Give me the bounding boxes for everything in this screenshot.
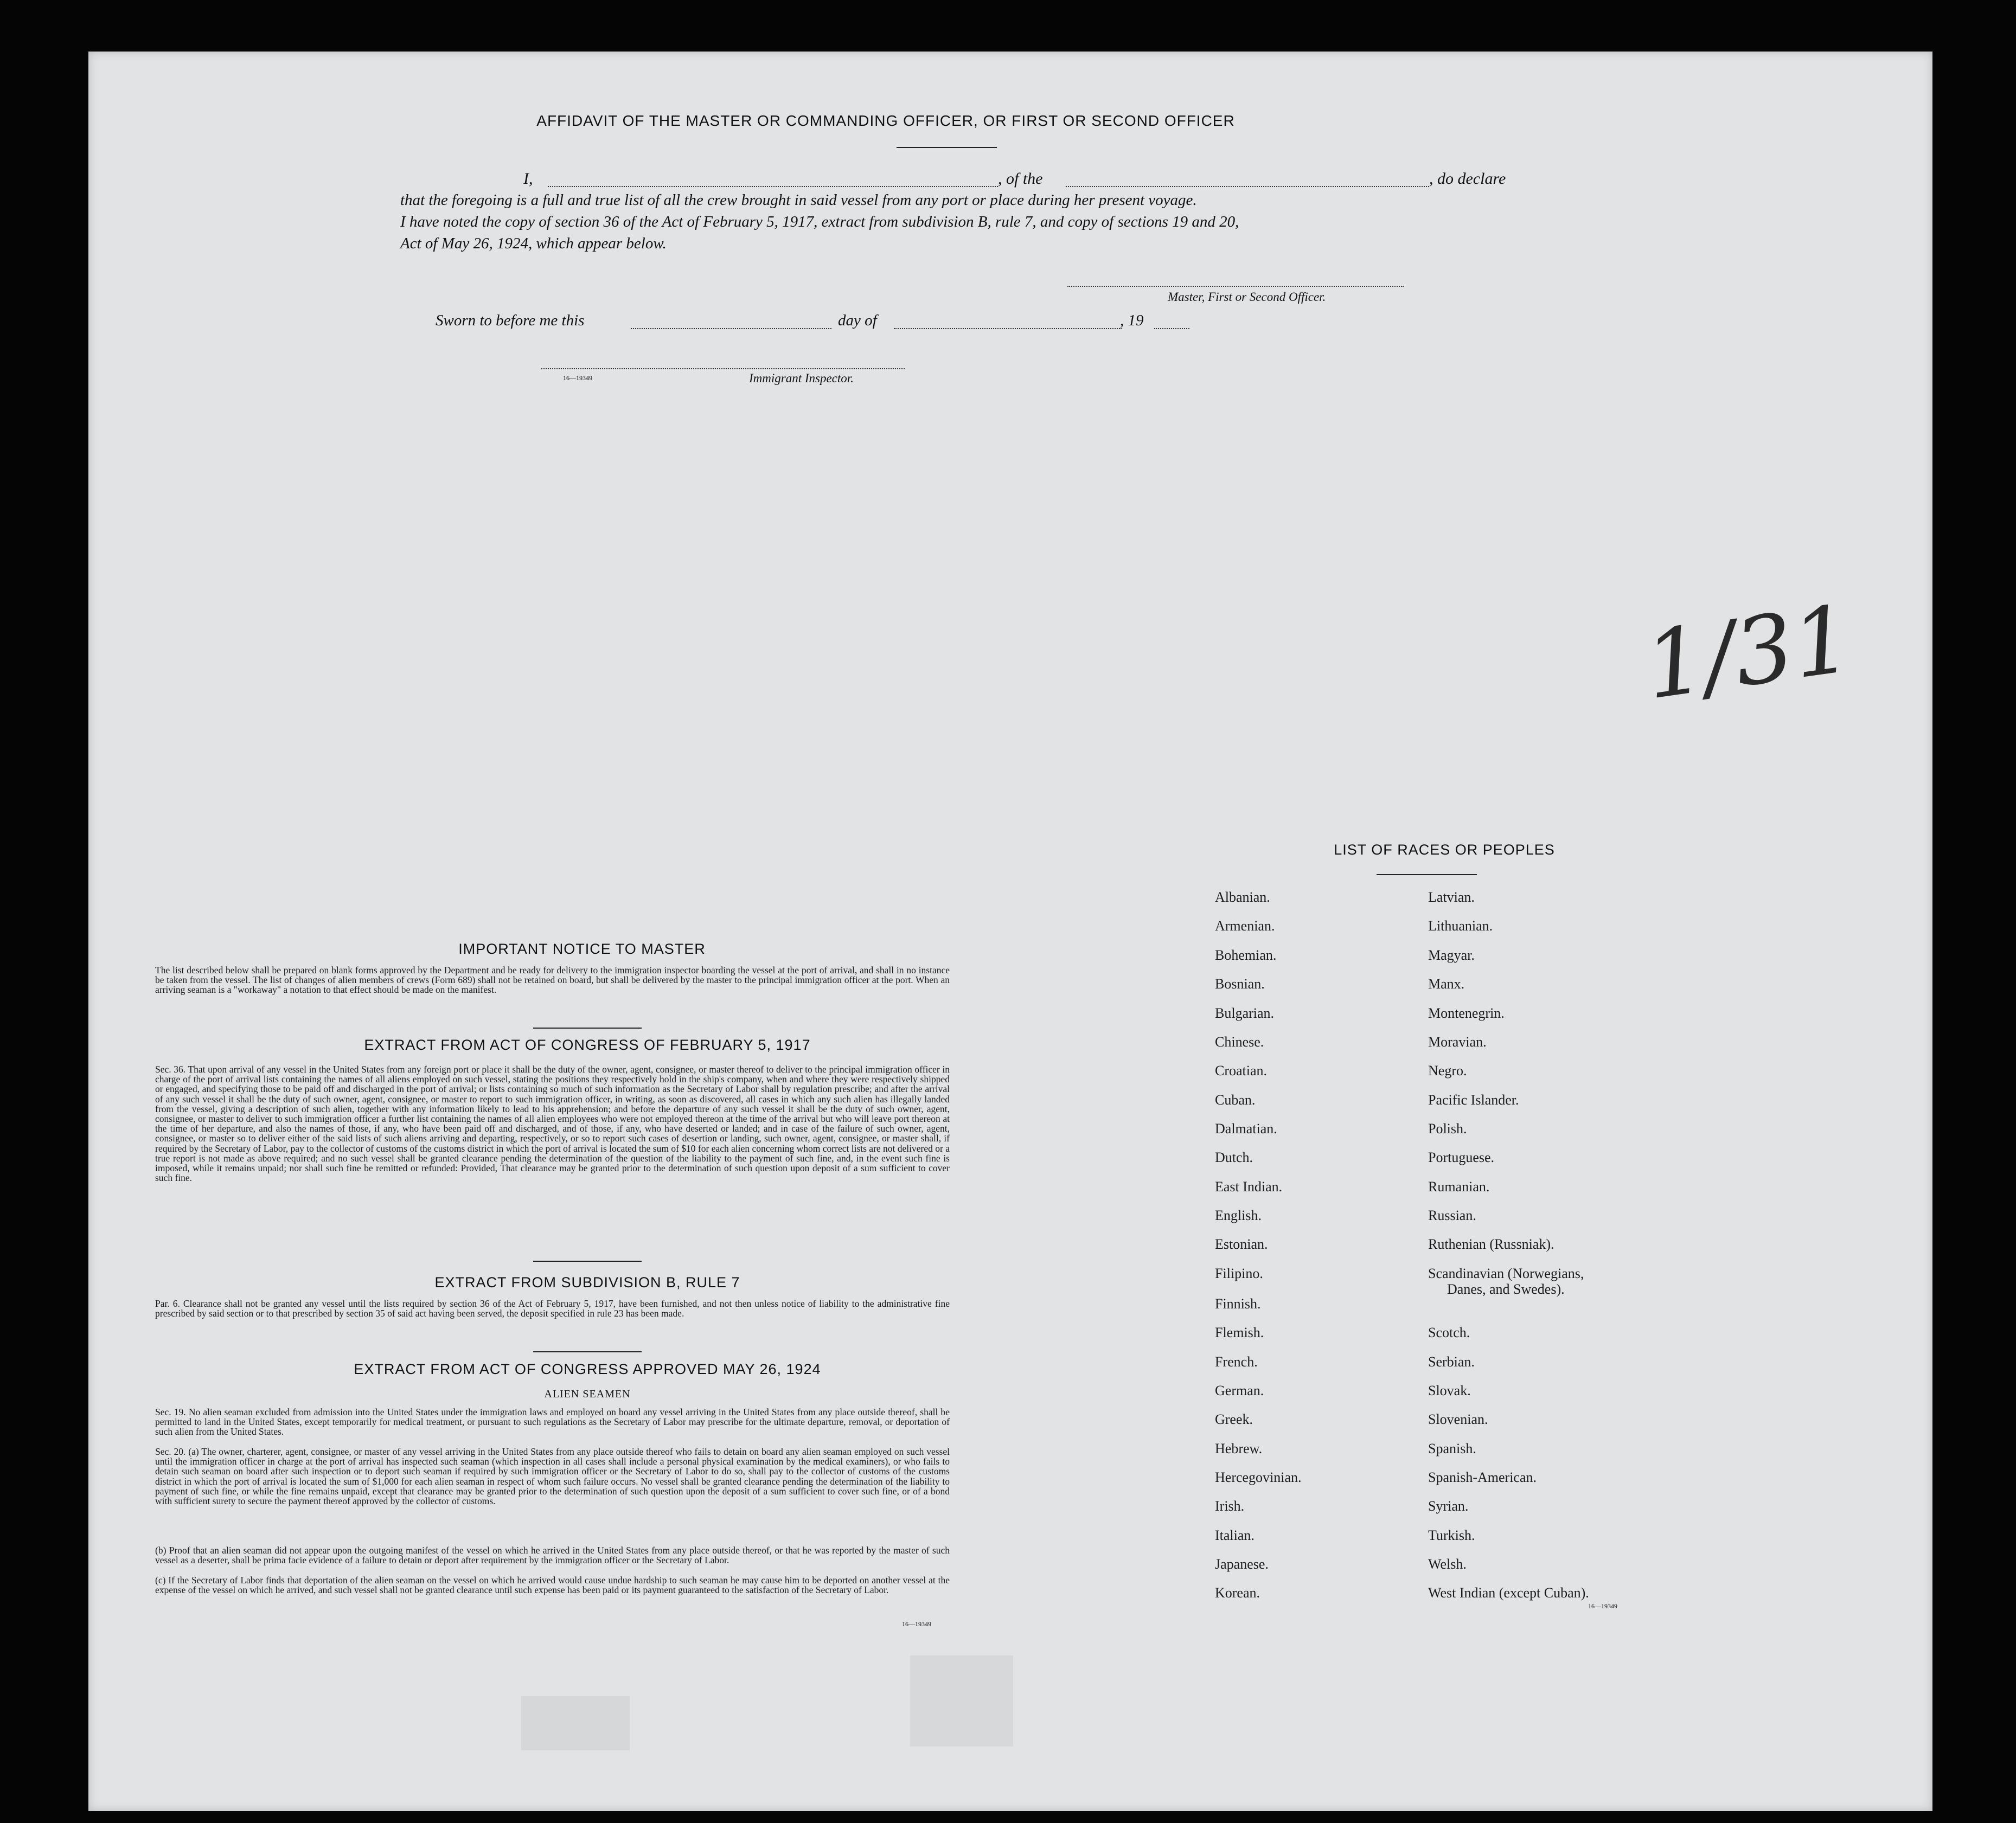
subdivision-rule (533, 1351, 642, 1352)
race-item: Irish. (1215, 1498, 1245, 1514)
race-item: Dalmatian. (1215, 1121, 1277, 1137)
race-item: Spanish. (1428, 1441, 1476, 1456)
race-item: Greek. (1215, 1411, 1253, 1427)
race-item: Danes, and Swedes). (1447, 1281, 1565, 1297)
extract-1924-title: EXTRACT FROM ACT OF CONGRESS APPROVED MAY 26, 1924 (354, 1361, 821, 1377)
race-item: Filipino. (1215, 1266, 1263, 1281)
race-item: Scotch. (1428, 1325, 1470, 1340)
race-item: East Indian. (1215, 1179, 1283, 1195)
race-item: Welsh. (1428, 1556, 1467, 1572)
sworn-month-blank (894, 328, 1122, 329)
race-item: Flemish. (1215, 1325, 1264, 1340)
declarant-prefix: I, (523, 170, 533, 188)
affidavit-form-number: 16—19349 (563, 374, 592, 382)
race-item: French. (1215, 1354, 1258, 1370)
race-item: West Indian (except Cuban). (1428, 1585, 1589, 1601)
race-item: Ruthenian (Russniak). (1428, 1236, 1554, 1252)
races-column-2 (1428, 889, 1688, 1659)
race-item: Syrian. (1428, 1498, 1469, 1514)
race-item: Pacific Islander. (1428, 1092, 1519, 1108)
race-item: Scandinavian (Norwegians, (1428, 1266, 1584, 1281)
race-item: Bulgarian. (1215, 1005, 1275, 1021)
affidavit-line-3: I have noted the copy of section 36 of the Act of February 5, 1917, extract from subdivision B, rule 7, and copy of sections 19 and 20, (400, 213, 1239, 230)
races-form-number: 16—19349 (1588, 1602, 1617, 1610)
race-item: Negro. (1428, 1063, 1467, 1079)
race-item: Albanian. (1215, 889, 1270, 905)
race-item: Bohemian. (1215, 947, 1277, 963)
section-20c-text: (c) If the Secretary of Labor finds that deportation of the alien seaman on the vessel on which he arrived would cause undue hardship to such seaman he may cause him to be deported on another vessel at the expense of the vessel on which he arrived, and such vessel shall not be granted clearance until such expense has been paid or its payment guaranteed to the satisfaction of the Secretary of Labor. (155, 1575, 950, 1596)
alien-seamen-subtitle: ALIEN SEAMEN (544, 1388, 631, 1400)
race-item: Manx. (1428, 976, 1465, 992)
race-item: Slovak. (1428, 1383, 1471, 1398)
inspector-label: Immigrant Inspector. (749, 371, 854, 385)
subdivision-title: EXTRACT FROM SUBDIVISION B, RULE 7 (434, 1274, 740, 1291)
sworn-line (436, 312, 1303, 333)
race-item: Russian. (1428, 1208, 1476, 1223)
document-page (88, 52, 1932, 1811)
race-item: Polish. (1428, 1121, 1467, 1137)
paper-wear-mark (910, 1655, 1013, 1747)
inspector-signature-blank (541, 368, 905, 369)
race-item: Armenian. (1215, 918, 1275, 934)
sworn-day-blank (631, 328, 831, 329)
race-item: Cuban. (1215, 1092, 1256, 1108)
race-item: Hercegovinian. (1215, 1469, 1302, 1485)
race-item: Spanish-American. (1428, 1469, 1537, 1485)
race-item: Latvian. (1428, 889, 1475, 905)
race-item: Croatian. (1215, 1063, 1268, 1079)
declarant-name-blank (548, 186, 998, 187)
race-item: Magyar. (1428, 947, 1475, 963)
race-item: Lithuanian. (1428, 918, 1493, 934)
section-20b-text: (b) Proof that an alien seaman did not appear upon the outgoing manifest of the vessel on which he arrived in the United States from any place outside thereof, or that he was reported by the master of such vessel as a deserter, shall be prima facie evidence of a failure to detain or deport after requirement by the immigration officer or the Secretary of Labor. (155, 1545, 950, 1566)
subdivision-text: Par. 6. Clearance shall not be granted any vessel until the lists required by section 36 of the Act of February 5, 1917, have been furnished, and not then unless notice of liability to the administrative fine prescribed by said section or to that prescribed by section 35 of said act having been served, the deposit specified in rule 23 has been made. (155, 1298, 950, 1319)
paper-wear-mark (521, 1696, 630, 1750)
sworn-day-of: day of (838, 312, 877, 329)
race-item: Turkish. (1428, 1527, 1475, 1543)
notice-text: The list described below shall be prepared on blank forms approved by the Department and be ready for delivery to the immigration inspector boarding the vessel at the port of arrival, and shall in no instance be taken from the vessel. The list of changes of alien members of crews (Form 689) shall not be retained on board, but shall be delivered by the master to the principal immigration officer at the port. When an arriving seaman is a "workaway" a notation to that effect should be made on the manifest. (155, 965, 950, 996)
race-item: Korean. (1215, 1585, 1260, 1601)
race-item: Moravian. (1428, 1034, 1487, 1050)
section-19-text: Sec. 19. No alien seaman excluded from admission into the United States under the immigration laws and employed on board any vessel arriving in the United States from any place outside thereof, shall be permitted to land in the United States, except temporarily for medical treatment, or pursuant to such regulations as the Secretary of Labor may prescribe for the ultimate departure, removal, or deportation of such alien from the United States. (155, 1407, 950, 1437)
extract-1917-rule (533, 1261, 642, 1262)
declare-suffix: , do declare (1429, 170, 1506, 188)
race-item: Serbian. (1428, 1354, 1475, 1370)
handwritten-note: 1/31 (1639, 585, 1859, 721)
race-item: Chinese. (1215, 1034, 1264, 1050)
signature-label: Master, First or Second Officer. (1168, 290, 1326, 304)
extract-1924-form-number: 16—19349 (902, 1620, 931, 1628)
vessel-prefix: , of the (998, 170, 1043, 188)
race-item: English. (1215, 1208, 1262, 1223)
race-item: Italian. (1215, 1527, 1255, 1543)
race-item: Portuguese. (1428, 1150, 1495, 1165)
sworn-prefix: Sworn to before me this (436, 312, 585, 329)
race-item: German. (1215, 1383, 1264, 1398)
signature-blank (1067, 286, 1404, 287)
race-item: Montenegrin. (1428, 1005, 1505, 1021)
section-20a-text: Sec. 20. (a) The owner, charterer, agent, consignee, or master of any vessel arriving in the United States from any place outside thereof who fails to detain on board any alien seaman employed on such vessel until the immigration officer in charge at the port of arrival has inspected such seaman (which inspection in all cases shall include a personal physical examination by the medical examiners), or who fails to detain such seaman on board after such inspection or to deport such seaman if required by such immigration officer or the Secretary of Labor to do so, shall pay to the collector of customs of the customs district in which the port of arrival is located the sum of $1,000 for each alien seaman in respect of whom such failure occurs. No vessel shall be granted clearance pending the determination of the liability to payment of such fine, or while the fine remains unpaid, except that clearance may be granted prior to the determination of such question upon the deposit of a sum sufficient to cover such fine, or of a bond with sufficient surety to secure the payment thereof approved by the collector of customs. (155, 1446, 950, 1507)
races-column-1 (1215, 889, 1394, 1659)
race-item: Dutch. (1215, 1150, 1253, 1165)
extract-1917-title: EXTRACT FROM ACT OF CONGRESS OF FEBRUARY 5, 1917 (364, 1037, 811, 1053)
affidavit-title: AFFIDAVIT OF THE MASTER OR COMMANDING OFFICER, OR FIRST OR SECOND OFFICER (536, 112, 1235, 129)
affidavit-title-rule (897, 147, 997, 148)
affidavit-line-2: that the foregoing is a full and true list of all the crew brought in said vessel from any port or place during her present voyage. (400, 191, 1197, 209)
race-item: Japanese. (1215, 1556, 1269, 1572)
extract-1917-text: Sec. 36. That upon arrival of any vessel in the United States from any foreign port or place it shall be the duty of the owner, agent, consignee, or master thereof to deliver to the principal immigration officer in charge of the port of arrival lists containing the names of all aliens employed on such vessel, stating the positions they respectively hold in the ship's company, when and where they were respectively shipped or engaged, and specifying those to be paid off and discharged in the port of arrival; or lists containing so much of such information as the Secretary of Labor shall by regulation prescribe; and after the arrival of any such vessel it shall be the duty of such owner, agent, consignee, or master to report to such immigration officer, in writing, as soon as discovered, all cases in which any such alien has illegally landed from the vessel, giving a description of such alien, together with any information likely to lead to his apprehension; and before the departure of any such vessel it shall be the duty of such owner, agent, consignee, or master to deliver to such immigration officer a further list containing the names of all alien employees who were not employed thereon at the time of the arrival but who will leave port thereon at the time of her departure, and also the names of those, if any, who have been paid off and discharged, and of those, if any, who have deserted or landed; and in case of the failure of such owner, agent, consignee, or master so to deliver either of the said lists of such aliens arriving and departing, respectively, or so to report such cases of desertion or landing, such owner, agent, consignee, or master shall, if required by the Secretary of Labor, pay to the collector of customs of the customs district in which the port of arrival is located the sum of $10 for each alien concerning whom correct lists are not delivered or a true report is not made as above required; and no such vessel shall be granted clearance pending the determination of the question of the liability to the payment of such fine, and, in the event such fine is imposed, while it remains unpaid; nor shall such fine be remitted or refunded: Provided, That clearance may be granted prior to the determination of such question upon deposit of a sum sufficient to cover such fine. (155, 1064, 950, 1184)
race-item: Estonian. (1215, 1236, 1268, 1252)
notice-title: IMPORTANT NOTICE TO MASTER (458, 941, 706, 957)
races-title: LIST OF RACES OR PEOPLES (1334, 842, 1555, 858)
sworn-year-blank (1154, 328, 1189, 329)
race-item: Hebrew. (1215, 1441, 1263, 1456)
affidavit-line-4: Act of May 26, 1924, which appear below. (400, 235, 667, 252)
sworn-year: , 19 (1120, 312, 1144, 329)
race-item: Slovenian. (1428, 1411, 1488, 1427)
vessel-name-blank (1066, 186, 1429, 187)
race-item: Bosnian. (1215, 976, 1265, 992)
affidavit-declarant-line (437, 170, 1511, 191)
race-item: Finnish. (1215, 1296, 1261, 1312)
notice-rule (533, 1028, 642, 1029)
race-item: Rumanian. (1428, 1179, 1490, 1195)
races-title-rule (1377, 874, 1477, 875)
